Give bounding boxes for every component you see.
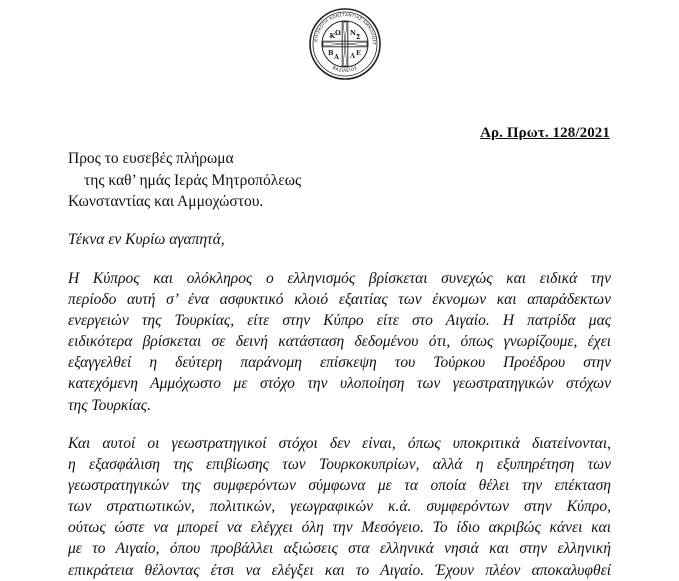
salutation: Τέκνα εν Κυρίω αγαπητά, <box>68 231 225 248</box>
recipient-address <box>68 148 301 213</box>
svg-text:Σ: Σ <box>356 33 361 41</box>
paragraph-line: Η Κύπρος και ολόκληρος ο ελληνισμός βρίσκεται συνεχώς και ειδικά την <box>68 270 611 287</box>
paragraph-line: επικράτεια θέλοντας έτσι να ελέγξει και το Αιγαίο. Έχουν πλέον αποκαλυφθεί <box>68 561 611 579</box>
paragraph-line: των στρατιωτικών, πολιτικών, γεωγραφικών κ.ά. συμφερόντων στην Κύπρο, <box>68 498 611 516</box>
seal-outer-text: ΙΕΠΙΣΚΟΠΗ ΚΩΝΣΤΑΝΤΙΑΣ ΑΜΜΟΧΩΣΤ <box>313 11 378 46</box>
seal-bottom-text: ΒΑΣΙΛΕΙΟΣ <box>331 65 359 75</box>
paragraph-1 <box>68 268 611 416</box>
paragraph-line: εξαγγελθεί η δεύτερη παράνομη επίσκεψη του Τούρκου Προέδρου στην <box>68 354 611 372</box>
svg-text:Ω: Ω <box>335 29 341 37</box>
address-line: της καθ’ ημάς Ιεράς Μητροπόλεως <box>84 171 302 189</box>
svg-text:Α: Α <box>334 53 340 61</box>
address-line: Προς το ευσεβές πλήρωμα <box>68 150 234 167</box>
seal-cross <box>323 22 367 66</box>
paragraph-line: η εξασφάλιση της επιβίωσης των Τουρκοκυπρίων, αλλά η εξυπηρέτηση των <box>68 456 611 474</box>
paragraph-line: με το Αιγαίο, όπου προβάλλει αξιώσεις στα ελληνικά νησιά και στην ελληνική <box>68 540 611 558</box>
svg-text:Λ: Λ <box>350 52 356 60</box>
svg-text:Ν: Ν <box>350 29 356 37</box>
svg-text:Κ: Κ <box>329 32 336 40</box>
paragraph-line: γεωστρατηγικών της συμφερόντων σύμφωνα με τα οποία θέλει την επέκταση <box>68 477 611 495</box>
archbishopric-seal <box>309 8 381 80</box>
paragraph-line: περίοδο αυτή σ’ ένα ασφυκτικό κλοιό εξαιτίας των έκνομων και απαράδεκτων <box>68 291 611 309</box>
paragraph-2 <box>68 433 611 581</box>
paragraph-line: της Τουρκίας. <box>68 396 151 414</box>
paragraph-line: ούτως ώστε να μπορεί να ελέγχει όλη την Μεσόγειο. Το ίδιο ακριβώς κάνει και <box>68 519 611 537</box>
paragraph-line: Και αυτοί οι γεωστρατηγικοί στόχοι δεν είναι, όπως υποκριτικά διατείνονται, <box>68 435 611 452</box>
paragraph-line: ενεργειών της Τουρκίας, είτε στην Κύπρο είτε στο Αιγαίο. Η πατρίδα μας <box>68 312 611 330</box>
paragraph-line: ειδικότερα βρίσκεται σε δεινή κατάσταση δεδομένου ότι, όπως γνωρίζουμε, έχει <box>68 333 611 351</box>
address-line: Κωνσταντίας και Αμμοχώστου. <box>68 193 264 210</box>
protocol-number: Αρ. Πρωτ. 128/2021 <box>480 125 610 141</box>
paragraph-line: κατεχόμενη Αμμόχωστο με στόχο την υλοποίηση των γεωστρατηγικών στόχων <box>68 375 611 393</box>
svg-text:Β: Β <box>328 49 334 57</box>
svg-text:Ε: Ε <box>356 49 361 57</box>
svg-text:ΑΡΧΙΕΠΙΣΚΟΠΗ ΚΩΝΣΤΑΝΤΙΑΣ ΑΜΜΟΧ <box>309 8 377 45</box>
